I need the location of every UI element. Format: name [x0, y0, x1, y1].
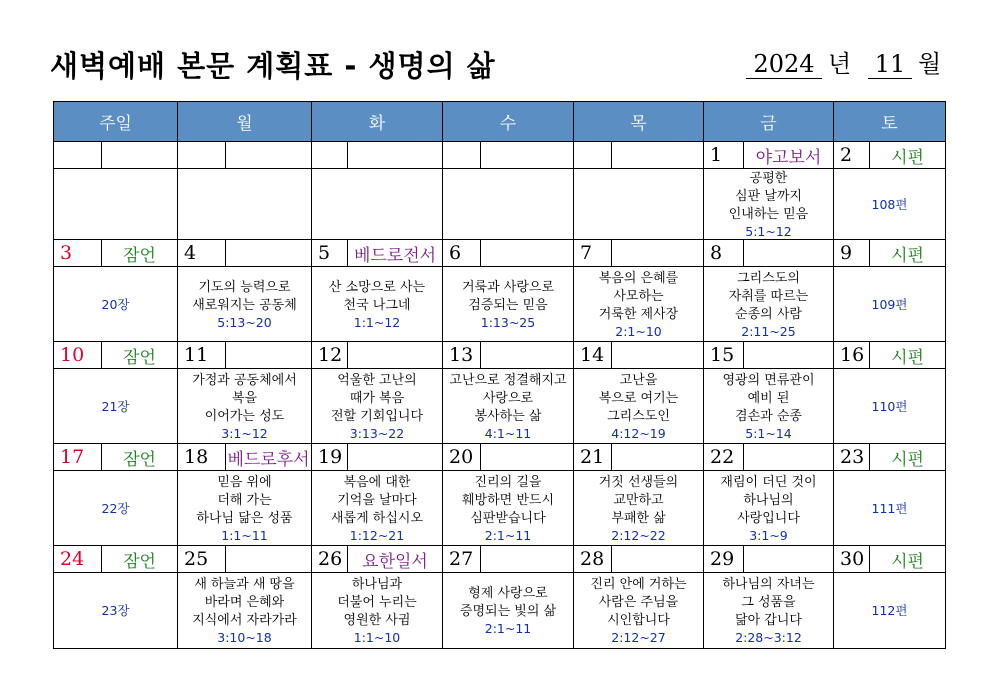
- scripture-reference: 23장: [101, 603, 130, 618]
- day-number: [574, 142, 612, 169]
- day-number: [178, 142, 226, 169]
- sermon-title-line: 사모하는: [613, 288, 664, 304]
- day-number: 14: [574, 342, 612, 369]
- sermon-cell: [178, 471, 312, 546]
- sermon-cell: [54, 369, 178, 444]
- book-label: [226, 342, 312, 369]
- book-label: 잠언: [102, 240, 178, 267]
- scripture-reference: 108편: [871, 196, 908, 212]
- weekday-header: 토: [834, 102, 946, 142]
- sermon-title-line: 그리스도의: [737, 270, 800, 286]
- scripture-reference: 2:1~11: [484, 527, 532, 543]
- book-label: 잠언: [102, 444, 178, 471]
- year-unit: 년: [828, 50, 852, 78]
- sermon-title-line: 고난으로 정결해지고: [449, 372, 567, 388]
- sermon-title-line: 형제 사랑으로: [468, 586, 548, 601]
- sermon-cell: [443, 169, 574, 240]
- sermon-cell: [54, 267, 178, 342]
- sermon-title-line: 그 성품을: [741, 595, 796, 610]
- sermon-title-line: 복으로 여기는: [598, 390, 679, 406]
- book-label: [744, 342, 834, 369]
- scripture-reference: 110편: [871, 398, 908, 414]
- sermon-title-line: 심판 날까지: [735, 188, 802, 204]
- day-number: 30: [834, 546, 870, 573]
- day-number: [312, 142, 348, 169]
- day-number: 16: [834, 342, 870, 369]
- weekday-header: 목: [574, 102, 704, 142]
- sermon-title-line: 봉사하는 삶: [474, 408, 542, 424]
- sermon-title-line: 복음에 대한: [343, 474, 411, 490]
- sermon-cell: [704, 169, 834, 240]
- book-label: 잠언: [102, 342, 178, 369]
- sermon-cell: [54, 471, 178, 546]
- sermon-title-line: 믿음 위에: [217, 474, 272, 490]
- book-label: 시편: [870, 546, 946, 573]
- book-label: 시편: [870, 142, 946, 169]
- sermon-title-line: 하나님의: [743, 492, 794, 508]
- book-label: [348, 444, 443, 471]
- book-label: 시편: [870, 240, 946, 267]
- scripture-reference: 1:1~11: [221, 527, 268, 543]
- sermon-title-line: 하나님의 자녀는: [722, 577, 815, 592]
- book-label: 잠언: [102, 546, 178, 573]
- sermon-title-line: 하나님과: [351, 577, 403, 592]
- sermon-title-line: 더해 가는: [217, 492, 272, 508]
- calendar-table: [53, 101, 946, 649]
- day-number: 24: [54, 546, 102, 573]
- sermon-cell: [178, 573, 312, 649]
- book-label: [481, 240, 574, 267]
- sermon-cell: [834, 169, 946, 240]
- day-number: 3: [54, 240, 102, 267]
- scripture-reference: 5:1~14: [745, 425, 792, 441]
- day-number: 21: [574, 444, 612, 471]
- day-number: [443, 142, 481, 169]
- sermon-title-line: 심판받습니다: [470, 510, 546, 526]
- sermon-title-line: 재림이 더딘 것이: [720, 474, 817, 490]
- book-label: [481, 142, 574, 169]
- sermon-title-line: 닮아 갑니다: [735, 613, 802, 628]
- sermon-title-line: 사랑으로: [482, 390, 534, 406]
- sermon-title-line: 기억을 날마다: [337, 492, 417, 508]
- sermon-cell: [704, 471, 834, 546]
- sermon-title-line: 이어가는 성도: [204, 408, 285, 424]
- book-label: [744, 444, 834, 471]
- book-label: [481, 444, 574, 471]
- content-row: [54, 267, 946, 342]
- sermon-title-line: 고난을: [619, 372, 658, 388]
- book-label: [612, 142, 704, 169]
- scripture-reference: 1:12~21: [349, 527, 405, 543]
- day-number: 28: [574, 546, 612, 573]
- day-number: 2: [834, 142, 870, 169]
- sermon-title-line: 검증되는 믿음: [468, 297, 548, 313]
- content-row: [54, 169, 946, 240]
- scripture-reference: 5:1~12: [745, 223, 792, 239]
- book-label: [226, 142, 312, 169]
- scripture-reference: 21장: [101, 398, 130, 414]
- sermon-title-line: 시인합니다: [607, 613, 670, 628]
- sermon-cell: [574, 573, 704, 649]
- book-label: [612, 240, 704, 267]
- day-number: 20: [443, 444, 481, 471]
- date-row: [54, 444, 946, 471]
- sermon-cell: [574, 169, 704, 240]
- book-label: [481, 342, 574, 369]
- scripture-reference: 4:12~19: [611, 425, 666, 441]
- year-field: [746, 50, 851, 79]
- sermon-cell: [312, 267, 443, 342]
- scripture-reference: 3:13~22: [349, 425, 405, 441]
- book-label: [612, 444, 704, 471]
- weekday-header-row: [54, 102, 946, 142]
- day-number: 11: [178, 342, 226, 369]
- sermon-cell: [704, 369, 834, 444]
- sermon-title-line: 거룩한 제사장: [598, 306, 679, 322]
- page-title: 새벽예배 본문 계획표 - 생명의 삶: [50, 49, 496, 83]
- sermon-title-line: 인내하는 믿음: [728, 206, 809, 222]
- sermon-title-line: 산 소망으로 사는: [328, 279, 426, 295]
- day-number: 23: [834, 444, 870, 471]
- sermon-cell: [443, 471, 574, 546]
- book-label: 시편: [870, 444, 946, 471]
- year-value: 2024: [746, 50, 822, 79]
- day-number: 5: [312, 240, 348, 267]
- month-field: [868, 50, 941, 79]
- book-label: [102, 142, 178, 169]
- date-row: [54, 546, 946, 573]
- day-number: 10: [54, 342, 102, 369]
- day-number: 13: [443, 342, 481, 369]
- sermon-title-line: 훼방하면 반드시: [461, 492, 555, 508]
- content-row: [54, 573, 946, 649]
- sermon-title-line: 바라며 은혜와: [204, 595, 285, 610]
- scripture-reference: 112편: [871, 603, 908, 618]
- sermon-cell: [443, 267, 574, 342]
- sermon-title-line: 새 하늘과 새 땅을: [194, 577, 295, 592]
- sermon-title-line: 그리스도인: [607, 408, 670, 424]
- scripture-reference: 3:10~18: [217, 630, 272, 645]
- sermon-cell: [834, 369, 946, 444]
- sermon-title-line: 억울한 고난의: [337, 372, 417, 388]
- book-label: [348, 342, 443, 369]
- book-label: [348, 142, 443, 169]
- day-number: 12: [312, 342, 348, 369]
- content-row: [54, 471, 946, 546]
- sermon-title-line: 기도의 능력으로: [198, 279, 291, 295]
- weekday-header: 금: [704, 102, 834, 142]
- scripture-reference: 5:13~20: [217, 314, 272, 330]
- scripture-reference: 4:1~11: [484, 425, 532, 441]
- scripture-reference: 2:1~11: [484, 621, 532, 636]
- day-number: 19: [312, 444, 348, 471]
- sermon-cell: [834, 573, 946, 649]
- scripture-reference: 2:12~27: [611, 630, 666, 645]
- day-number: 4: [178, 240, 226, 267]
- sermon-title-line: 거짓 선생들의: [598, 474, 679, 490]
- scripture-reference: 109편: [871, 296, 908, 312]
- sermon-title-line: 새롭게 하십시오: [330, 510, 424, 526]
- sermon-cell: [178, 267, 312, 342]
- sermon-cell: [704, 573, 834, 649]
- sermon-title-line: 사람은 주님을: [598, 595, 679, 610]
- sermon-title-line: 전할 기회입니다: [330, 408, 424, 424]
- sermon-title-line: 자취를 따르는: [728, 288, 809, 304]
- sermon-title-line: 교만하고: [613, 492, 664, 508]
- book-label: [226, 546, 312, 573]
- sermon-cell: [312, 369, 443, 444]
- book-label: 베드로전서: [348, 240, 443, 267]
- sermon-cell: [574, 369, 704, 444]
- sermon-title-line: 복음의 은혜를: [598, 270, 679, 286]
- book-label: 요한일서: [348, 546, 443, 573]
- scripture-reference: 1:13~25: [480, 314, 536, 330]
- sermon-title-line: 더불어 누리는: [337, 595, 417, 610]
- day-number: 8: [704, 240, 744, 267]
- day-number: 17: [54, 444, 102, 471]
- weekday-header: 월: [178, 102, 312, 142]
- weekday-header: 수: [443, 102, 574, 142]
- sermon-cell: [834, 471, 946, 546]
- book-label: [612, 342, 704, 369]
- day-number: 25: [178, 546, 226, 573]
- sermon-title-line: 거룩과 사랑으로: [461, 279, 555, 295]
- weekday-header: 화: [312, 102, 443, 142]
- month-unit: 월: [918, 50, 942, 78]
- sermon-title-line: 가정과 공동체에서: [192, 372, 297, 388]
- sermon-title-line: 사랑입니다: [737, 510, 800, 526]
- sermon-title-line: 겸손과 순종: [735, 408, 802, 424]
- day-number: 29: [704, 546, 744, 573]
- month-value: 11: [868, 50, 912, 79]
- scripture-reference: 111편: [871, 500, 908, 516]
- sermon-cell: [178, 169, 312, 240]
- sermon-title-line: 하나님 닮은 성품: [196, 510, 293, 526]
- content-row: [54, 369, 946, 444]
- date-row: [54, 342, 946, 369]
- book-label: 시편: [870, 342, 946, 369]
- book-label: [744, 240, 834, 267]
- date-row: [54, 142, 946, 169]
- sermon-title-line: 순종의 사람: [735, 306, 802, 322]
- sermon-cell: [178, 369, 312, 444]
- sermon-title-line: 지식에서 자라가라: [192, 613, 297, 628]
- weekday-header: 주일: [54, 102, 178, 142]
- sermon-cell: [834, 267, 946, 342]
- scripture-reference: 20장: [101, 296, 130, 312]
- day-number: 6: [443, 240, 481, 267]
- day-number: 18: [178, 444, 226, 471]
- scripture-reference: 2:28~3:12: [735, 630, 802, 645]
- date-row: [54, 240, 946, 267]
- book-label: 야고보서: [744, 142, 834, 169]
- sermon-title-line: 공평한: [749, 170, 788, 186]
- scripture-reference: 22장: [101, 500, 130, 516]
- book-label: [744, 546, 834, 573]
- sermon-title-line: 진리 안에 거하는: [590, 577, 687, 592]
- day-number: 27: [443, 546, 481, 573]
- sermon-cell: [574, 471, 704, 546]
- sermon-cell: [443, 369, 574, 444]
- sermon-title-line: 예비 된: [747, 390, 790, 406]
- sermon-title-line: 부패한 삶: [611, 510, 666, 526]
- book-label: [226, 240, 312, 267]
- sermon-cell: [312, 169, 443, 240]
- day-number: [54, 142, 102, 169]
- sermon-cell: [443, 573, 574, 649]
- sermon-title-line: 영광의 면류관이: [722, 372, 815, 388]
- sermon-cell: [574, 267, 704, 342]
- sermon-title-line: 진리의 길을: [474, 474, 542, 490]
- scripture-reference: 3:1~9: [749, 527, 788, 543]
- sermon-title-line: 천국 나그네: [343, 297, 411, 313]
- sermon-title-line: 때가 복음: [349, 390, 405, 406]
- book-label: 베드로후서: [226, 444, 312, 471]
- day-number: 15: [704, 342, 744, 369]
- sermon-title-line: 새로워지는 공동체: [192, 297, 297, 313]
- sermon-cell: [312, 471, 443, 546]
- day-number: 7: [574, 240, 612, 267]
- sermon-cell: [704, 267, 834, 342]
- sermon-cell: [312, 573, 443, 649]
- scripture-reference: 2:11~25: [741, 323, 796, 339]
- book-label: [481, 546, 574, 573]
- day-number: 9: [834, 240, 870, 267]
- sermon-cell: [54, 573, 178, 649]
- sermon-title-line: 복을: [231, 390, 258, 406]
- sermon-cell: [54, 169, 178, 240]
- scripture-reference: 3:1~12: [221, 425, 268, 441]
- day-number: 22: [704, 444, 744, 471]
- scripture-reference: 2:12~22: [611, 527, 666, 543]
- day-number: 26: [312, 546, 348, 573]
- scripture-reference: 1:1~10: [353, 630, 401, 645]
- sermon-title-line: 증명되는 빛의 삶: [459, 604, 557, 619]
- day-number: 1: [704, 142, 744, 169]
- book-label: [612, 546, 704, 573]
- scripture-reference: 2:1~10: [615, 323, 662, 339]
- sermon-title-line: 영원한 사귐: [343, 613, 411, 628]
- scripture-reference: 1:1~12: [353, 314, 401, 330]
